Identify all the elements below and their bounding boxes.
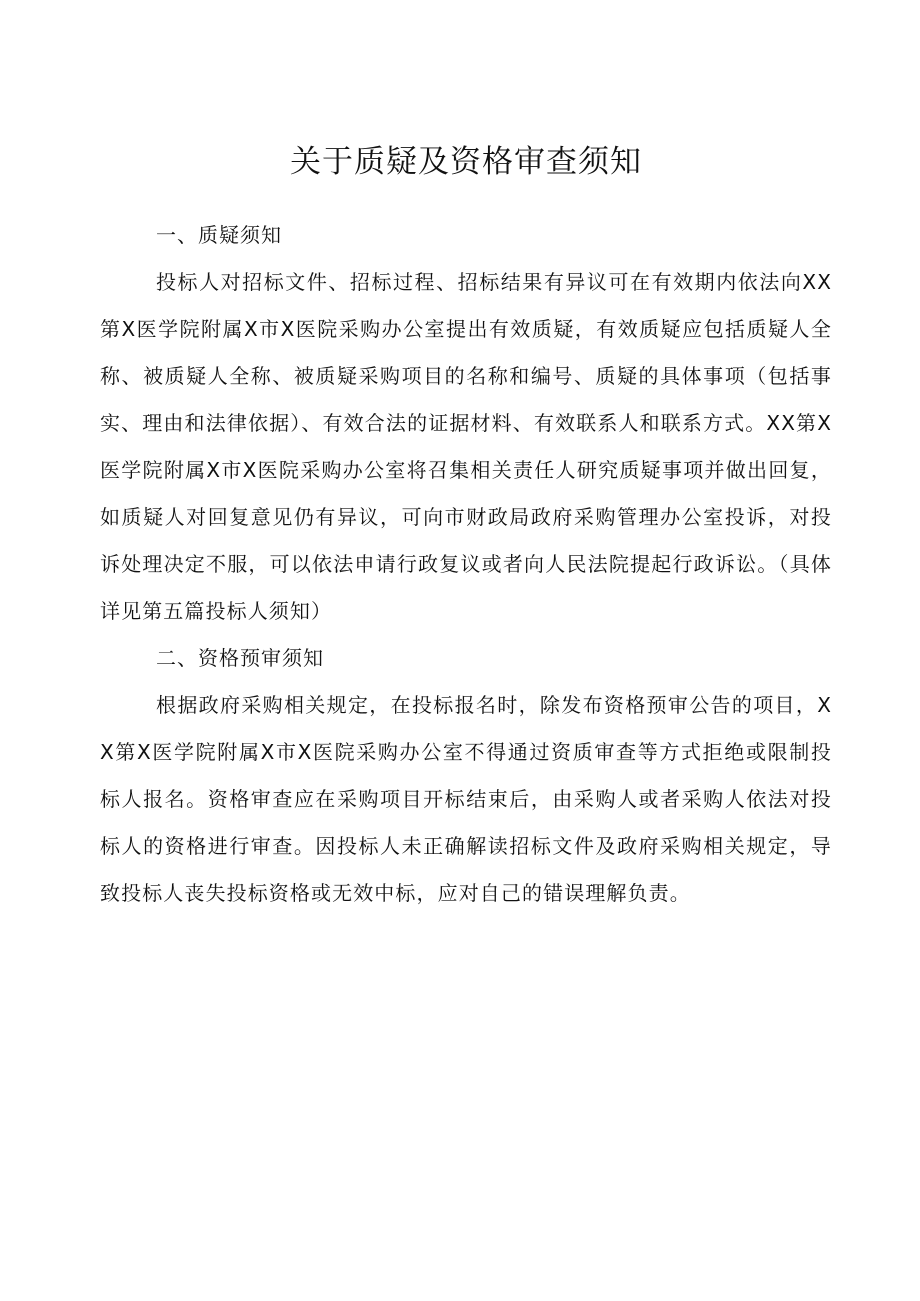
section-heading-prequalification: 二、资格预审须知 [156, 646, 324, 670]
section-body-prequalification: 根据政府采购相关规定，在投标报名时，除发布资格预审公告的项目，XX第X医学院附属X市X医院采购办公室不得通过资质审查等方式拒绝或限制投标人报名。资格审查应在采购项目开标结束后，由采购人或者采购人依法对投标人的资格进行审查。因投标人未正确解读招标文件及政府采购相关规定，导致投标人丧失投标资格或无效中标，应对自己的错误理解负责。 [100, 693, 832, 905]
section-prequalification-notice [100, 635, 832, 917]
section-inquiry-notice [100, 212, 832, 635]
section-body-inquiry: 投标人对招标文件、招标过程、招标结果有异议可在有效期内依法向XX第X医学院附属X市X医院采购办公室提出有效质疑，有效质疑应包括质疑人全称、被质疑人全称、被质疑采购项目的名称和编号、质疑的具体事项（包括事实、理由和法律依据）、有效合法的证据材料、有效联系人和联系方式。XX第X医学院附属X市X医院采购办公室将召集相关责任人研究质疑事项并做出回复，如质疑人对回复意见仍有异议，可向市财政局政府采购管理办公室投诉，对投诉处理决定不服，可以依法申请行政复议或者向人民法院提起行政诉讼。（具体详见第五篇投标人须知） [100, 270, 832, 623]
section-heading-inquiry: 一、质疑须知 [156, 223, 282, 247]
document-title: 关于质疑及资格审查须知 [290, 144, 642, 180]
